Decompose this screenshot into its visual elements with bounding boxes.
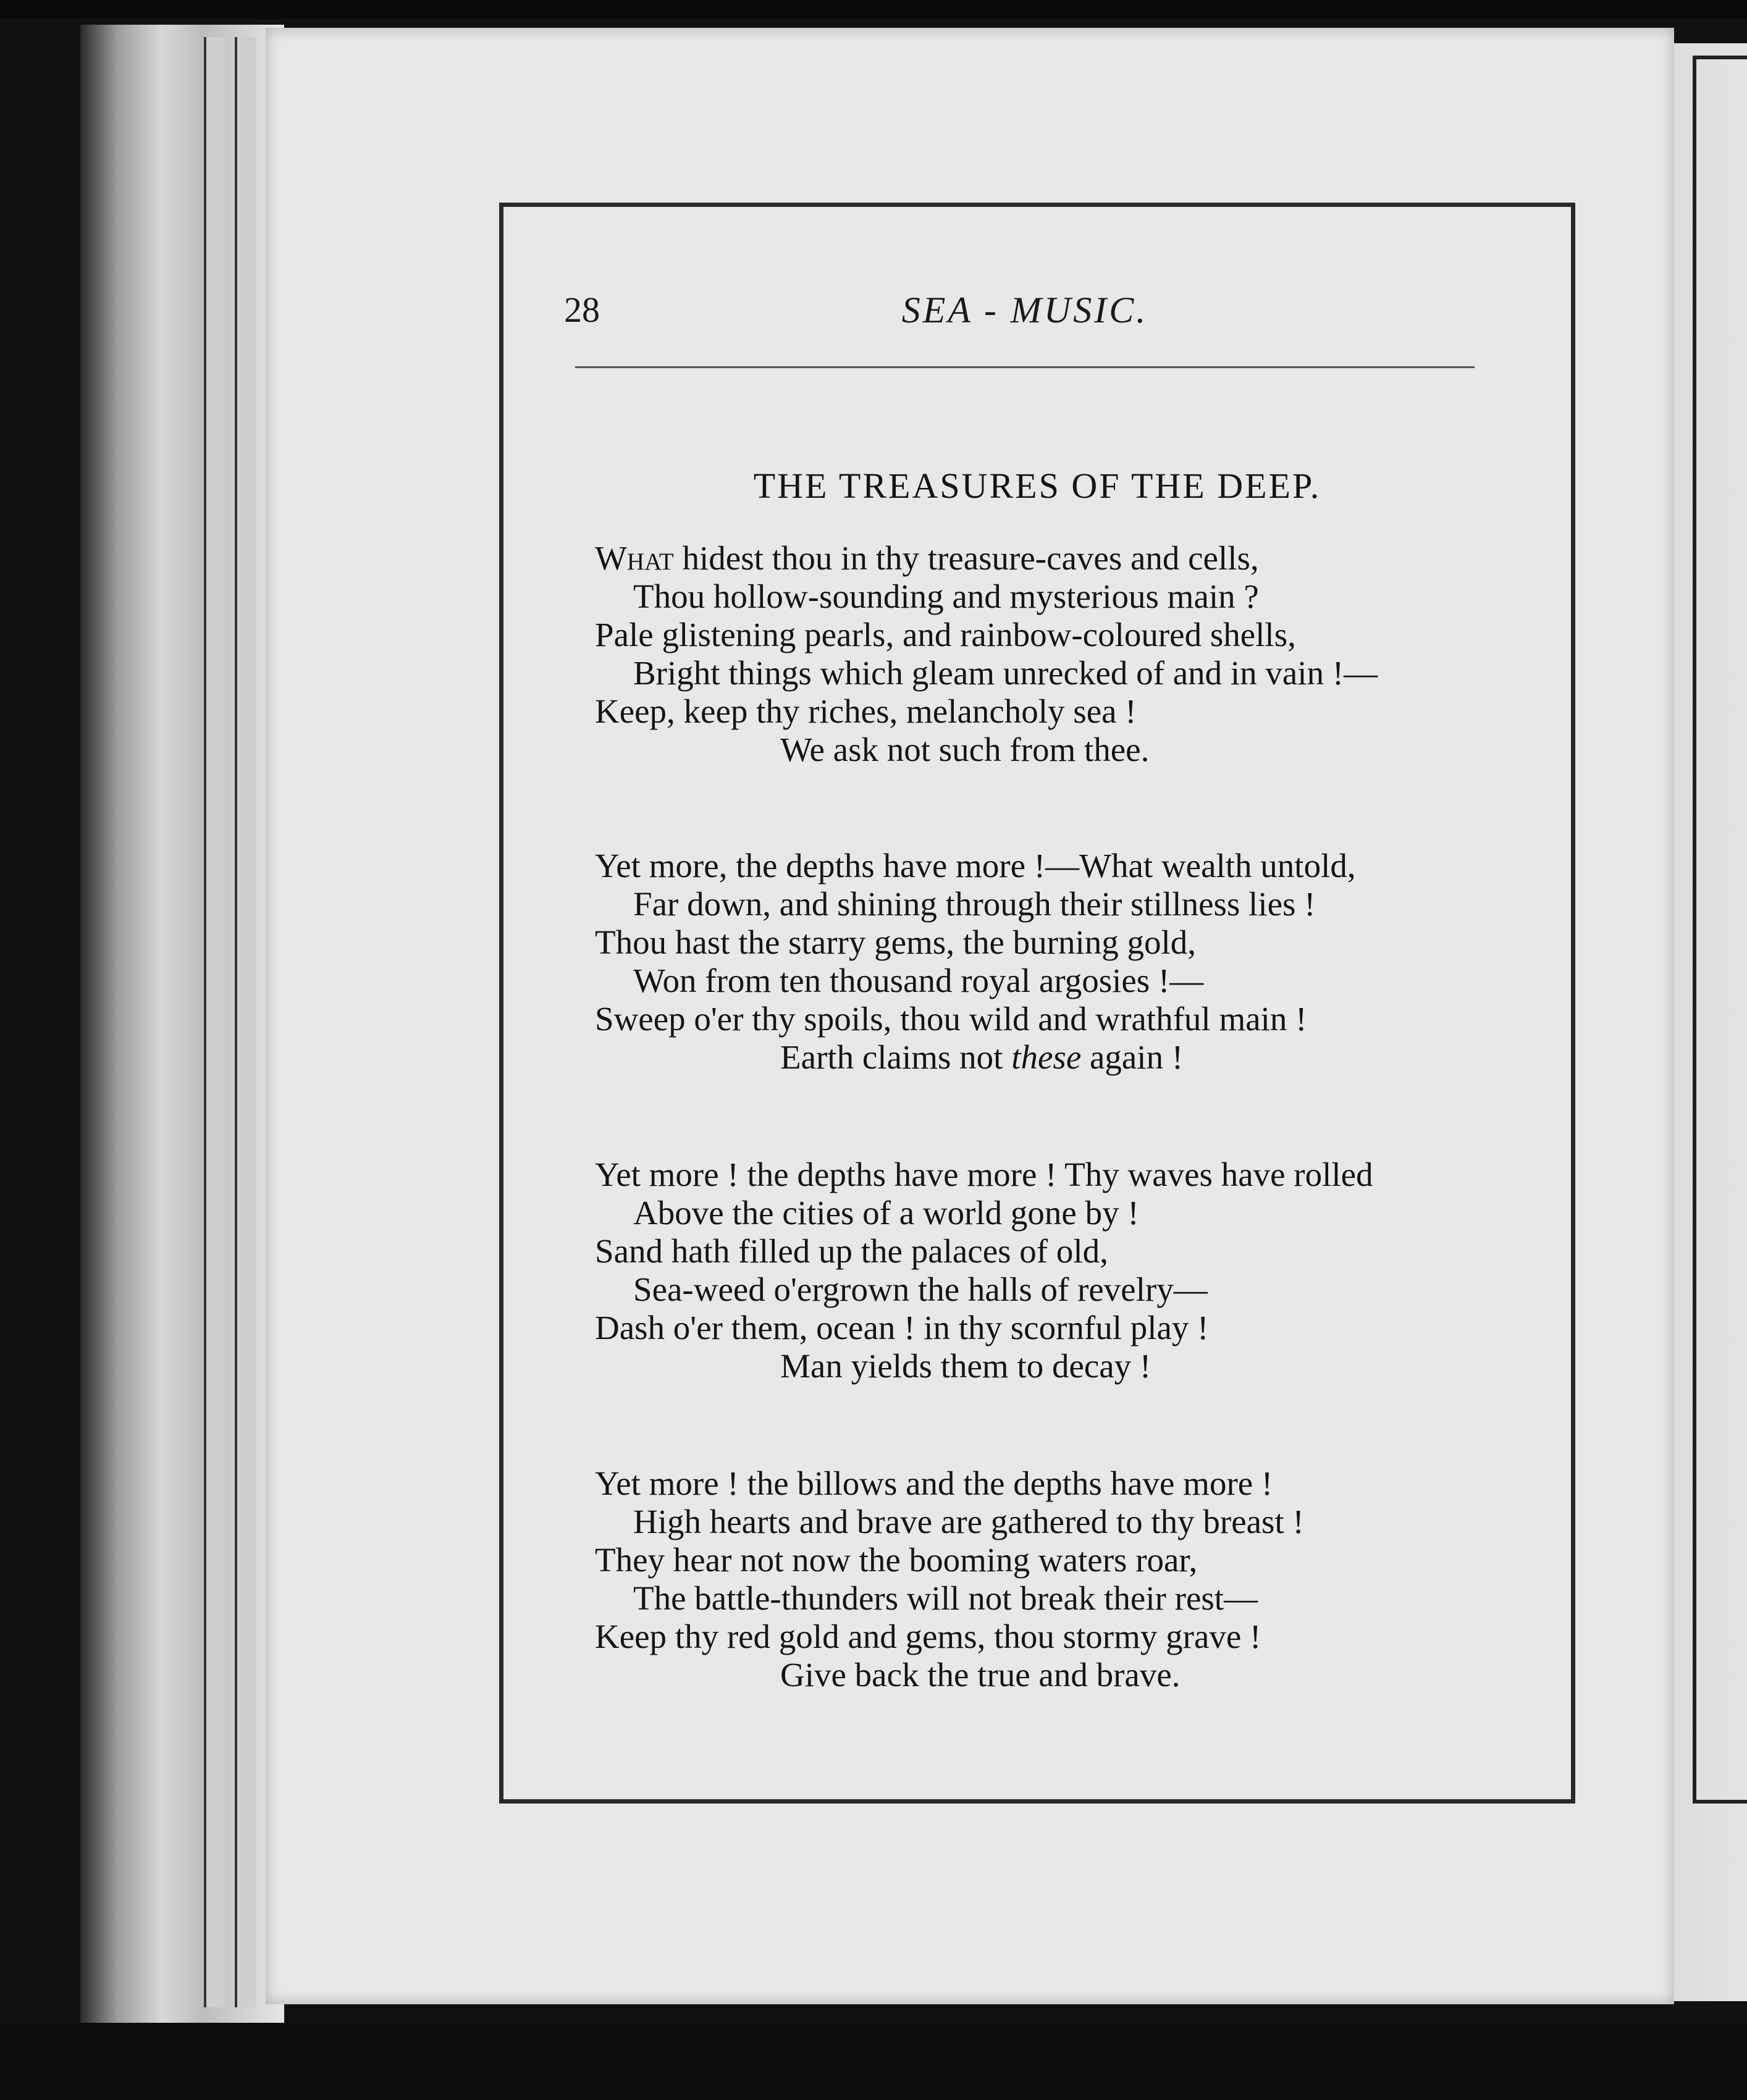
poem-line: Man yields them to decay ! bbox=[780, 1347, 1151, 1385]
poem-line: Sand hath filled up the palaces of old, bbox=[595, 1232, 1108, 1270]
poem-line: Dash o'er them, ocean ! in thy scornful play ! bbox=[595, 1309, 1209, 1346]
poem-line: Give back the true and brave. bbox=[780, 1656, 1181, 1694]
poem-line: They hear not now the booming waters roar, bbox=[595, 1541, 1198, 1579]
page-stack-edge bbox=[204, 37, 225, 2007]
scan-border bbox=[0, 2023, 1747, 2100]
poem-line: Above the cities of a world gone by ! bbox=[633, 1194, 1139, 1232]
page-frame bbox=[499, 203, 1575, 1804]
running-title: SEA - MUSIC. bbox=[901, 290, 1148, 330]
header-rule bbox=[575, 366, 1475, 368]
running-head bbox=[564, 289, 1486, 338]
poem-line: Keep, keep thy riches, melancholy sea ! bbox=[595, 692, 1137, 730]
poem-title: THE TREASURES OF THE DEEP. bbox=[753, 466, 1321, 506]
poem-line: Won from ten thousand royal argosies !— bbox=[633, 962, 1204, 999]
stanza-4 bbox=[595, 1464, 1535, 1694]
poem-line: High hearts and brave are gathered to thy breast ! bbox=[633, 1503, 1304, 1540]
poem-line: Yet more ! the depths have more ! Thy waves have rolled bbox=[595, 1156, 1373, 1193]
poem-line: Sea-weed o'ergrown the halls of revelry— bbox=[633, 1270, 1208, 1308]
poem-line: Thou hollow-sounding and mysterious main ? bbox=[633, 578, 1259, 615]
line-text: Earth claims not bbox=[780, 1038, 1012, 1076]
poem-line: Bright things which gleam unrecked of and in vain !— bbox=[633, 654, 1378, 692]
stanza-1 bbox=[595, 539, 1535, 769]
poem-line bbox=[595, 1038, 1535, 1077]
initial-word: What bbox=[595, 539, 674, 577]
poem-line: The battle-thunders will not break their rest— bbox=[633, 1579, 1258, 1617]
scan-border bbox=[0, 0, 1747, 19]
poem-line: Pale glistening pearls, and rainbow-coloured shells, bbox=[595, 616, 1296, 653]
line-text: hidest thou in thy treasure-caves and cells, bbox=[673, 539, 1259, 577]
line-text: again ! bbox=[1081, 1038, 1184, 1076]
emphasis-text: these bbox=[1011, 1038, 1082, 1076]
poem-line: Thou hast the starry gems, the burning gold, bbox=[595, 923, 1197, 961]
poem-line: We ask not such from thee. bbox=[780, 731, 1150, 768]
poem-line: Yet more, the depths have more !—What wealth untold, bbox=[595, 847, 1356, 884]
poem-line bbox=[595, 539, 1535, 578]
stanza-2 bbox=[595, 847, 1535, 1077]
poem-line: Yet more ! the billows and the depths have more ! bbox=[595, 1464, 1273, 1502]
poem-line: Keep thy red gold and gems, thou stormy grave ! bbox=[595, 1618, 1261, 1655]
page-stack-edge bbox=[235, 37, 256, 2007]
poem-line: Sweep o'er thy spoils, thou wild and wrathful main ! bbox=[595, 1000, 1307, 1038]
stanza-3 bbox=[595, 1156, 1535, 1385]
facing-page-frame bbox=[1693, 56, 1747, 1804]
page-number: 28 bbox=[564, 290, 600, 330]
poem-line: Far down, and shining through their stillness lies ! bbox=[633, 885, 1316, 923]
